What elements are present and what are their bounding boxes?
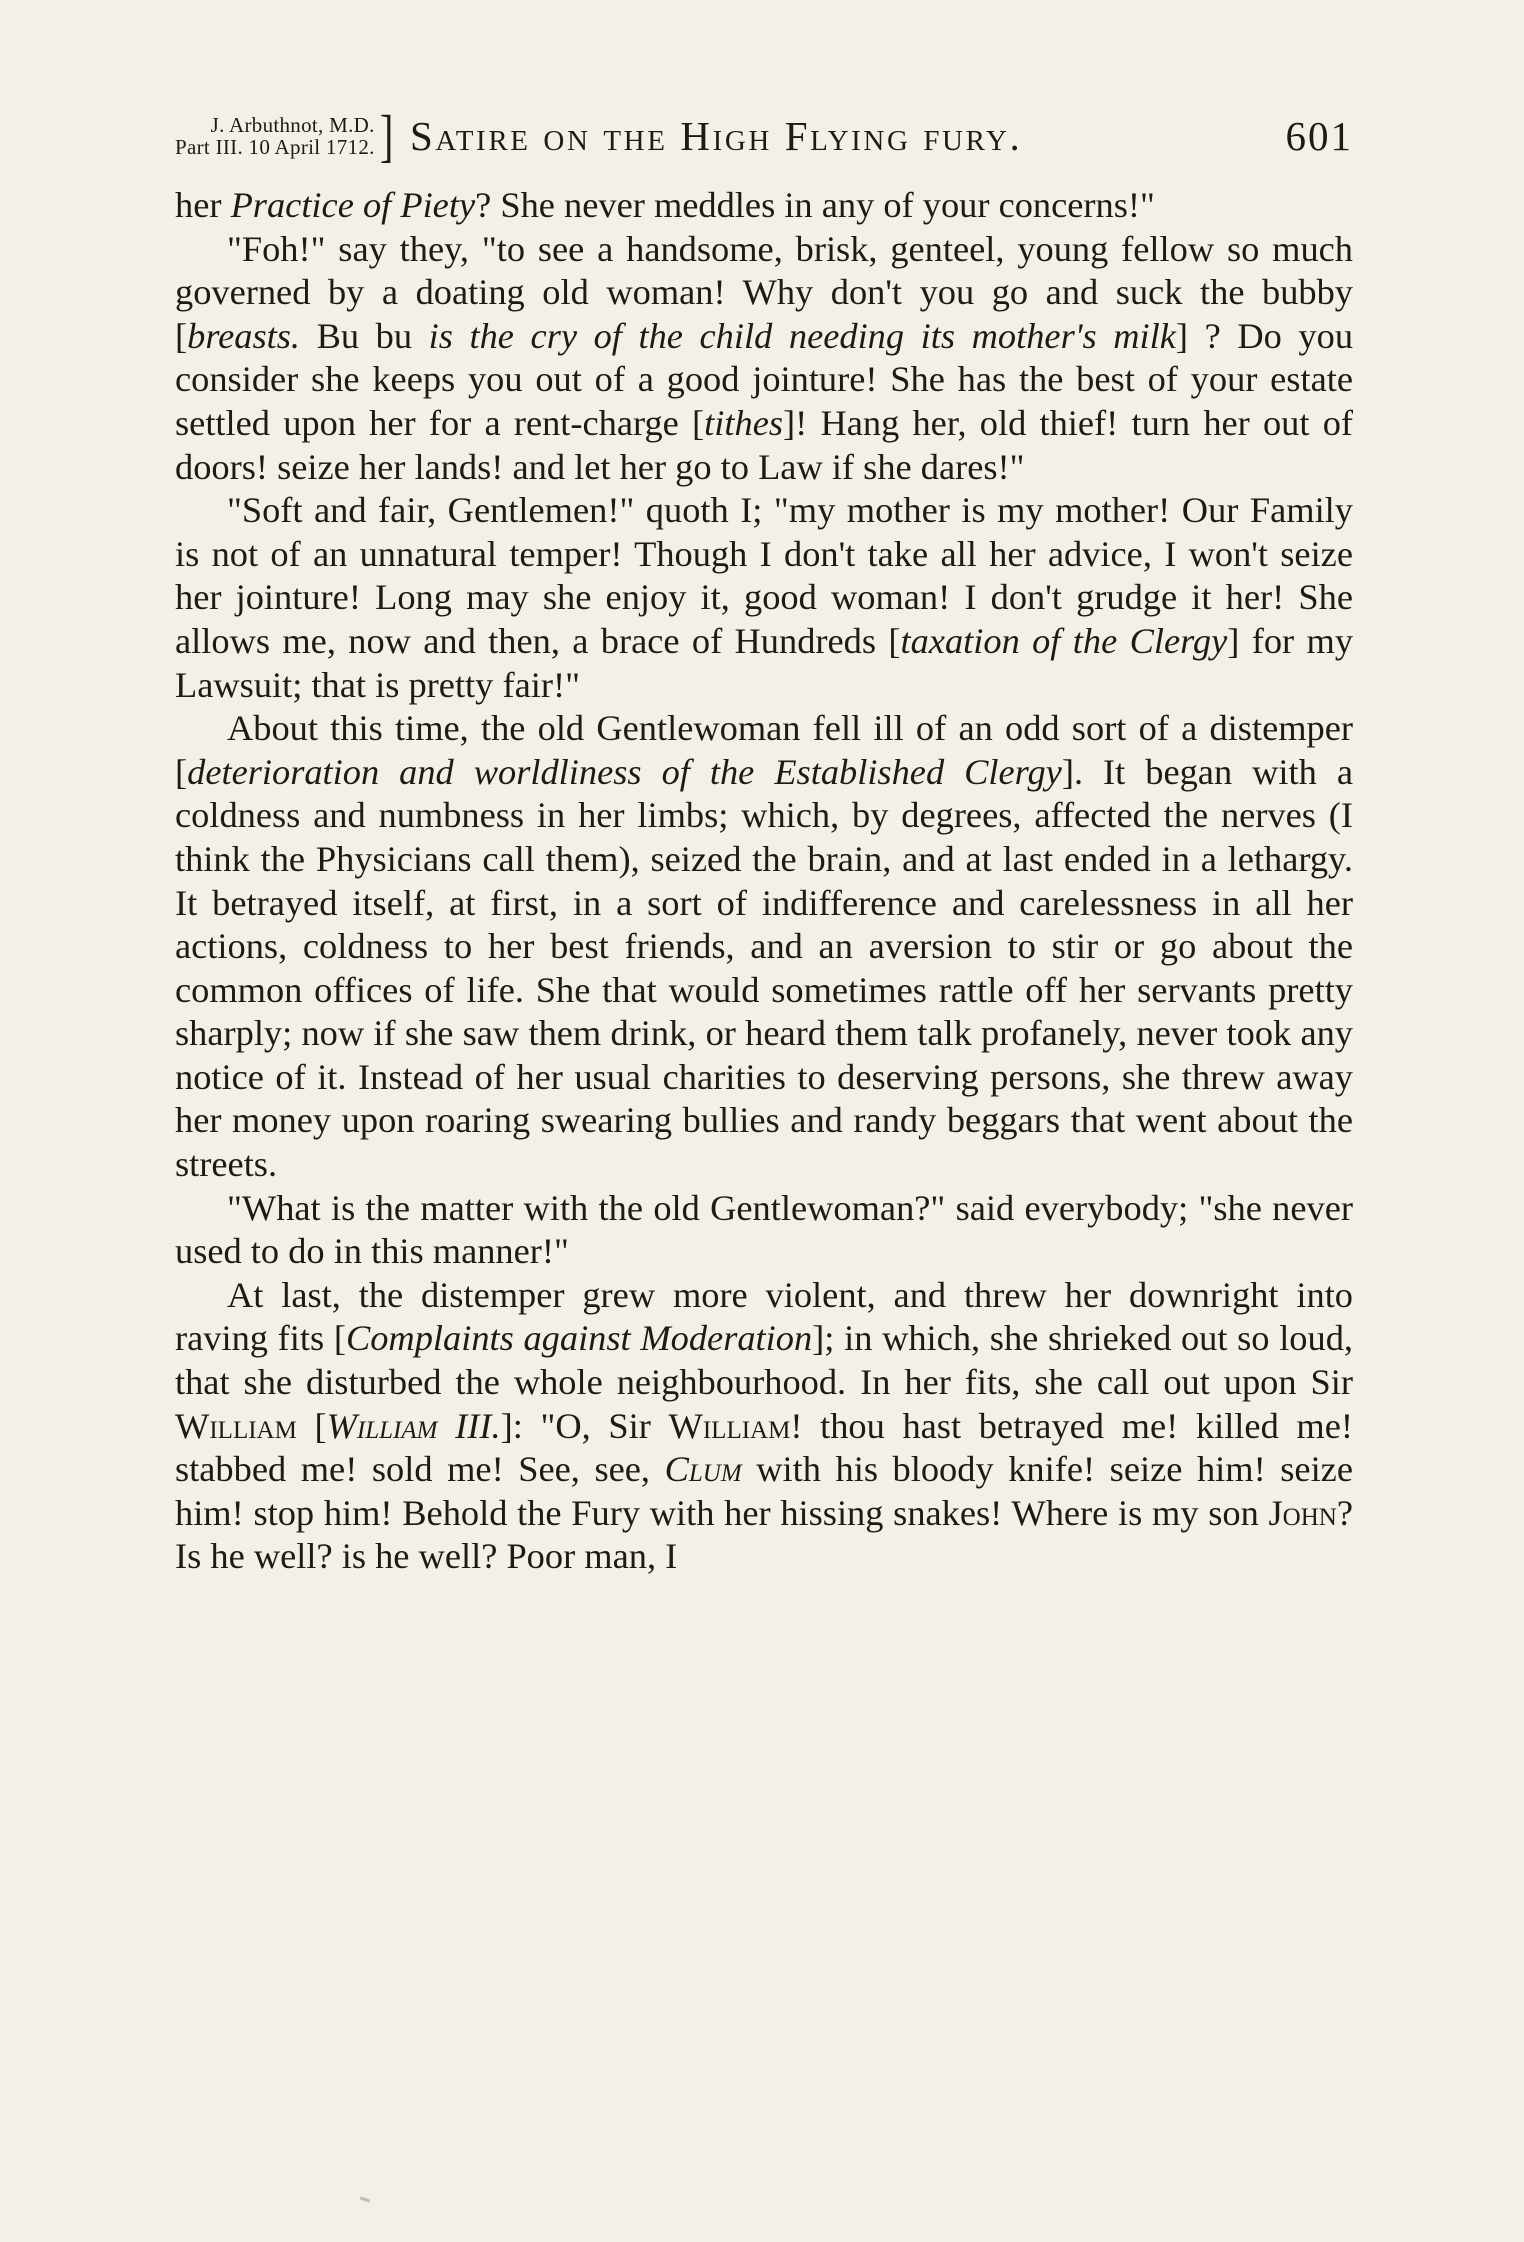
book-page — [175, 100, 1353, 1579]
paragraph-4: About this time, the old Gentlewoman fell ill of an odd sort of a distemper [deterioration and worldliness of the Established Clergy]. It began with a coldness and numbness in her limbs; which, by degrees, affected the nerves (I think the Physicians call them), seized the brain, and at last ended in a lethargy. It betrayed itself, at first, in a sort of indifference and carelessness in all her actions, coldness to her best friends, and an aversion to stir or go about the common offices of life. She that would sometimes rattle off her servants pretty sharply; now if she saw them drink, or heard them talk profanely, never took any notice of it. Instead of her usual charities to deserving persons, she threw away her money upon roaring swearing bullies and randy beggars that went about the streets. — [175, 708, 1353, 1185]
bracket-glyph: ] — [379, 103, 394, 168]
side-note — [175, 103, 410, 168]
paragraph-3: "Soft and fair, Gentlemen!" quoth I; "my mother is my mother! Our Family is not of an unnatural temper! Though I don't take all her advice, I won't seize her jointure! Long may she enjoy it, good woman! I don't grudge it her! She allows me, now and then, a brace of Hundreds [taxation of the Clergy] for my Lawsuit; that is pretty fair!" — [175, 490, 1354, 705]
paragraph-2: "Foh!" say they, "to see a handsome, brisk, genteel, young fellow so much governed by a doating old woman! Why don't you go and suck the bubby [breasts. Bu bu is the cry of the child needing its mother's milk] ? Do you consider she keeps you out of a good jointure! She has the best of your estate settled upon her for a rent-charge [tithes]! Hang her, old thief! turn her out of doors! seize her lands! and let her go to Law if she dares!" — [175, 228, 1354, 487]
side-note-author: J. Arbuthnot, M.D. — [210, 113, 375, 137]
page-number: 601 — [1285, 113, 1353, 159]
side-note-date: Part III. 10 April 1712. — [175, 135, 375, 159]
paragraph-6: At last, the distemper grew more violent, and threw her downright into raving fits [Complaints against Moderation]; in which, she shrieked out so loud, that she disturbed the whole neighbourhood. In her fits, she call out upon Sir William [William III.]: "O, Sir William! thou hast betrayed me! killed me! stabbed me! sold me! See, see, Clum with his bloody knife! seize him! seize him! stop him! Behold the Fury with her hissing snakes! Where is my son John? Is he well? is he well? Poor man, I — [175, 1274, 1353, 1577]
paragraph-5: "What is the matter with the old Gentlewoman?" said everybody; "she never used to do in this manner!" — [175, 1187, 1353, 1272]
stray-mark — [360, 2196, 370, 2202]
body-text — [175, 184, 1353, 1579]
page-title: Satire on the High Flying fury. — [410, 113, 1023, 159]
running-head — [175, 100, 1353, 172]
paragraph-1: her Practice of Piety? She never meddles in any of your concerns!" — [175, 185, 1155, 225]
